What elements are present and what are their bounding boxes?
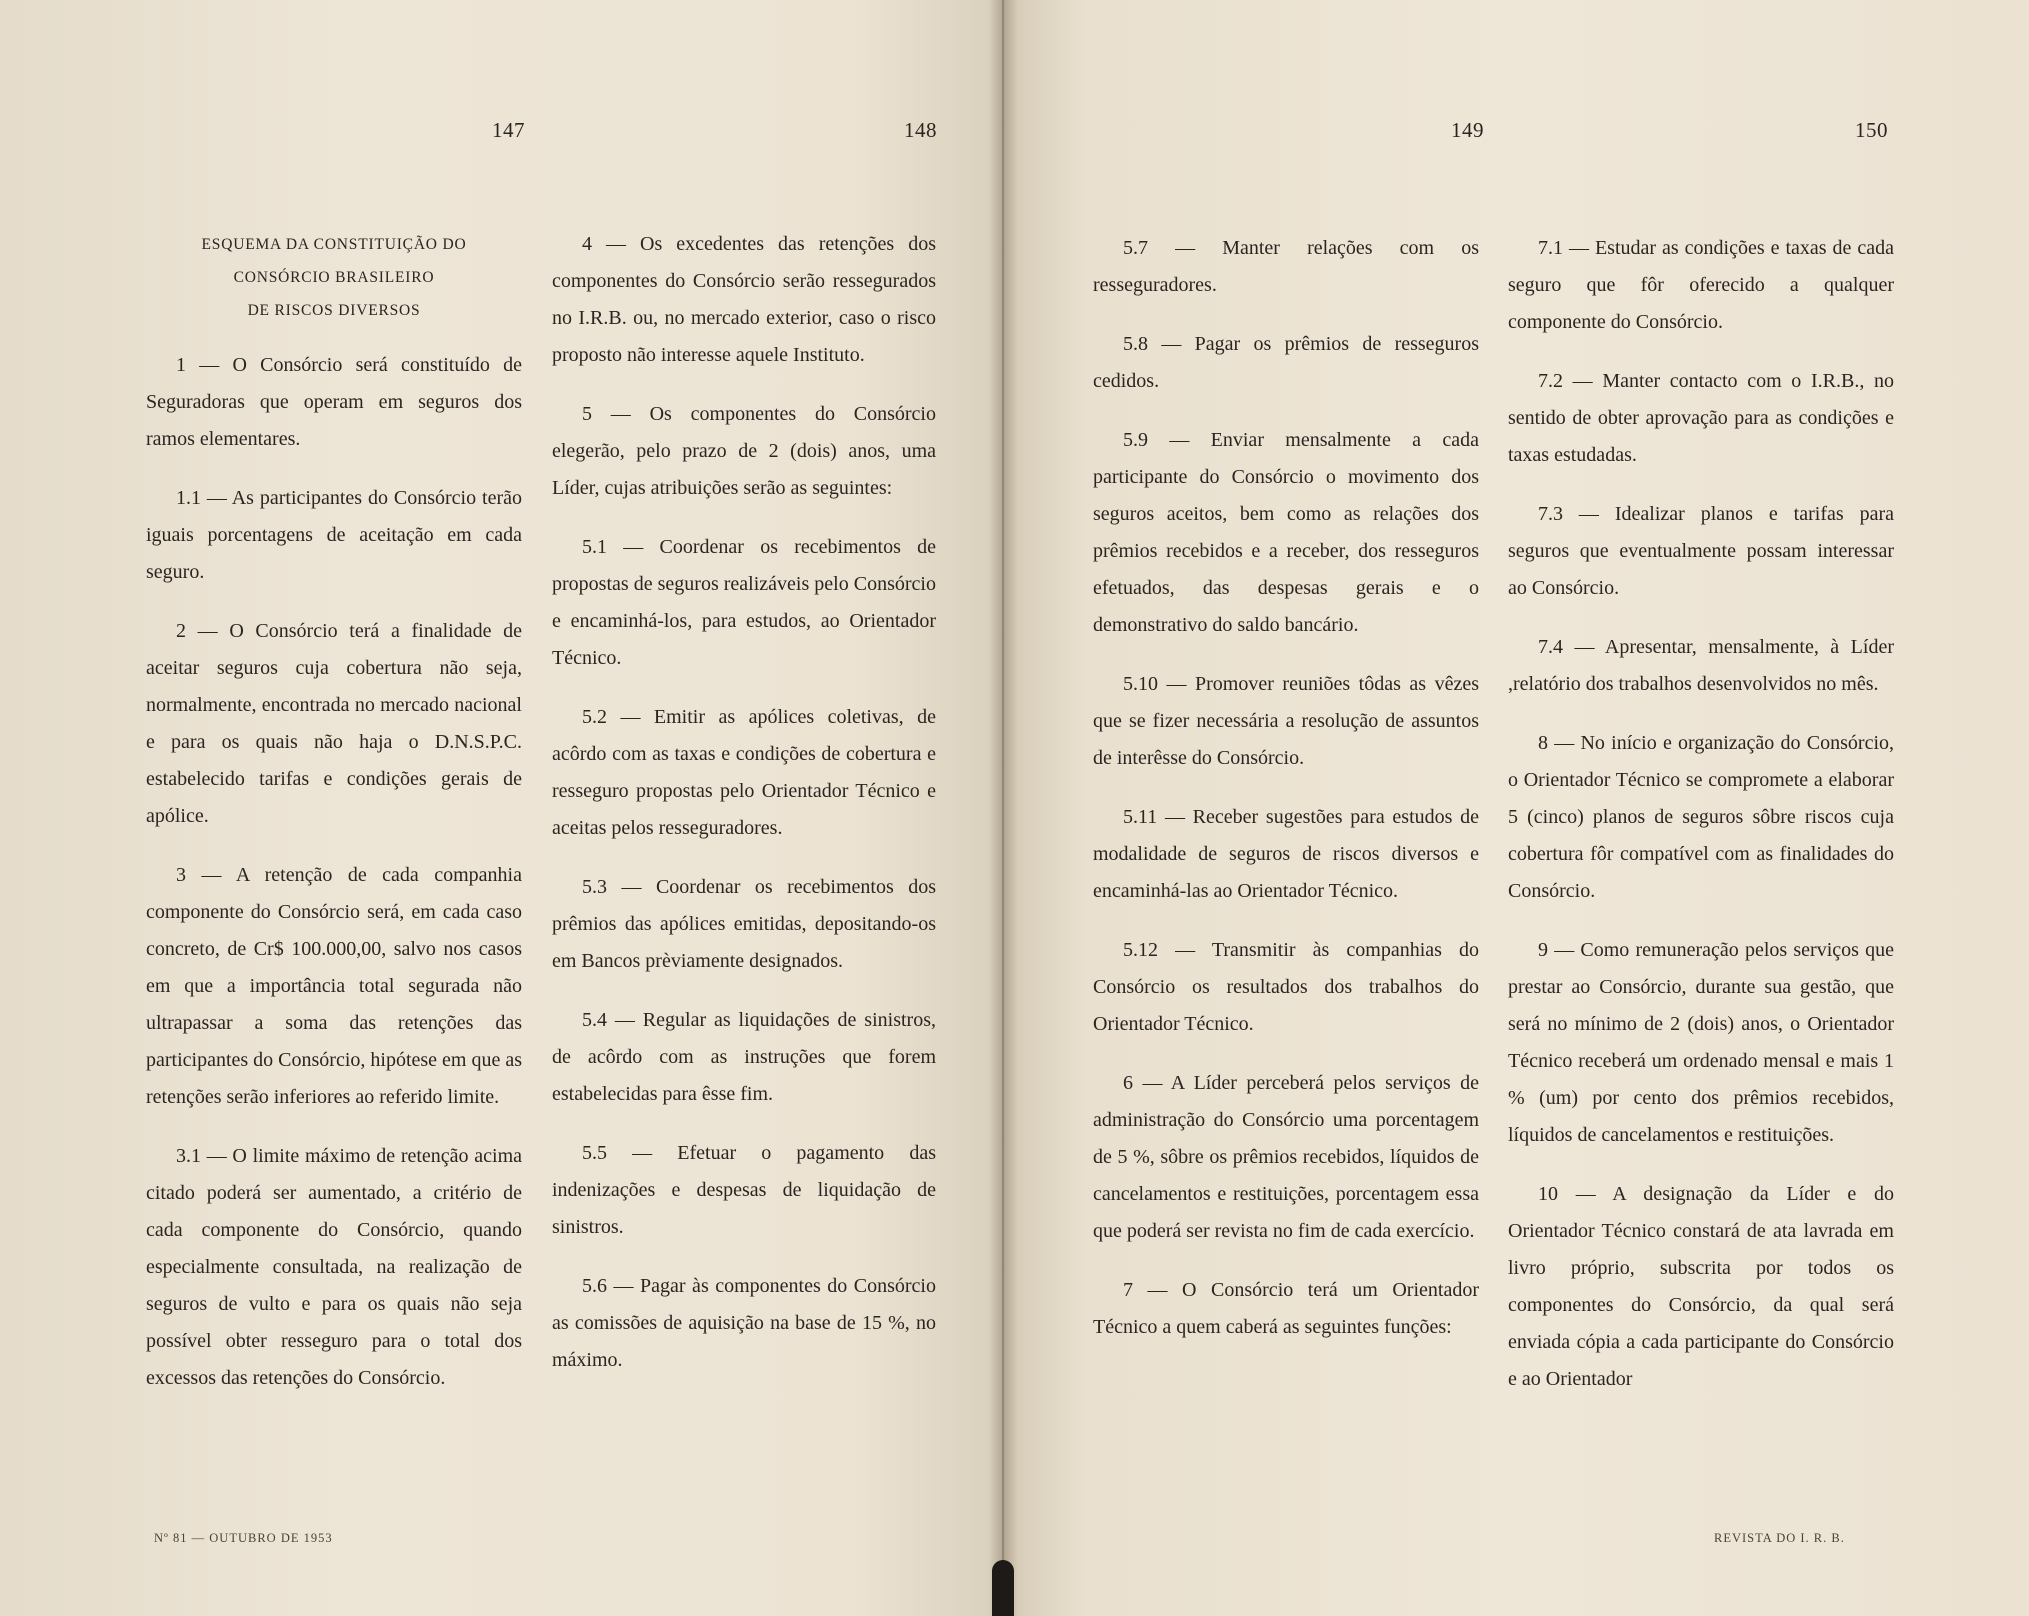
paragraph: 5.10 — Promover reuniões tôdas as vêzes que se fizer necessária a resolução de assuntos de interêsse do Consórcio. <box>1093 673 1479 769</box>
paragraph: 7.3 — Idealizar planos e tarifas para seguros que eventualmente possam interessar ao Consórcio. <box>1508 503 1894 599</box>
paragraph: 1 — O Consórcio será constituído de Seguradoras que operam em seguros dos ramos elementares. <box>146 354 522 450</box>
paragraph: 5.2 — Emitir as apólices coletivas, de acôrdo com as taxas e condições de cobertura e resseguro propostas pelo Orientador Técnico e aceitas pelos resseguradores. <box>552 706 936 839</box>
page-number-147: 147 <box>492 118 525 142</box>
paragraph: 7 — O Consórcio terá um Orientador Técnico a quem caberá as seguintes funções: <box>1093 1279 1479 1338</box>
paragraph: 5.6 — Pagar às componentes do Consórcio as comissões de aquisição na base de 15 %, no máximo. <box>552 1275 936 1371</box>
heading-line-3: DE RISCOS DIVERSOS <box>247 302 421 319</box>
paragraph: 5.8 — Pagar os prêmios de resseguros cedidos. <box>1093 333 1479 392</box>
paragraph: 5.7 — Manter relações com os resseguradores. <box>1093 237 1479 296</box>
paragraph: 5.4 — Regular as liquidações de sinistros, de acôrdo com as instruções que forem estabelecidas para êsse fim. <box>552 1009 936 1105</box>
paragraph: 3 — A retenção de cada companhia componente do Consórcio será, em cada caso concreto, de Cr$ 100.000,00, salvo nos casos em que a importância total segurada não ultrapassar a soma das retenções das participantes do Consórcio, hipótese em que as retenções serão inferiores ao referido limite. <box>146 864 523 1108</box>
paragraph: 5.5 — Efetuar o pagamento das indenizações e despesas de liquidação de sinistros. <box>552 1142 936 1238</box>
column-page-149 <box>1093 230 1479 1368</box>
page-number-149: 149 <box>1451 118 1484 142</box>
paragraph: 9 — Como remuneração pelos serviços que prestar ao Consórcio, durante sua gestão, que será no mínimo de 2 (dois) anos, o Orientador Técnico receberá um ordenado mensal e mais 1 % (um) por cento dos prêmios recebidos, líquidos de cancelamentos e restituições. <box>1508 939 1894 1146</box>
paragraph: 5.12 — Transmitir às companhias do Consórcio os resultados dos trabalhos do Orientador Técnico. <box>1093 939 1479 1035</box>
paragraph: 1.1 — As participantes do Consórcio terão iguais porcentagens de aceitação em cada seguro. <box>146 487 522 583</box>
document-heading <box>146 228 522 327</box>
paragraph: 2 — O Consórcio terá a finalidade de aceitar seguros cuja cobertura não seja, normalmente, encontrada no mercado nacional e para os quais não haja o D.N.S.P.C. estabelecido tarifas e condições gerais de apólice. <box>146 620 522 827</box>
paragraph: 8 — No início e organização do Consórcio, o Orientador Técnico se compromete a elaborar 5 (cinco) planos de seguros sôbre riscos cuja cobertura fôr compatível com as finalidades do Consórcio. <box>1508 732 1894 902</box>
footer-issue: Nº 81 — OUTUBRO DE 1953 <box>154 1531 333 1545</box>
paragraph: 5 — Os componentes do Consórcio elegerão, pelo prazo de 2 (dois) anos, uma Líder, cujas atribuições serão as seguintes: <box>552 403 936 499</box>
binding-tip <box>992 1560 1014 1616</box>
footer-journal: REVISTA DO I. R. B. <box>1714 1531 1845 1545</box>
heading-line-2: CONSÓRCIO BRASILEIRO <box>233 269 435 286</box>
paragraph: 7.4 — Apresentar, mensalmente, à Líder ,relatório dos trabalhos desenvolvidos no mês. <box>1508 636 1894 695</box>
paragraph: 6 — A Líder perceberá pelos serviços de administração do Consórcio uma porcentagem de 5 %, sôbre os prêmios recebidos, líquidos de cancelamentos e restituições, porcentagem essa que poderá ser revista no fim de cada exercício. <box>1093 1072 1479 1242</box>
column-page-148 <box>552 226 936 1401</box>
paragraph: 5.11 — Receber sugestões para estudos de modalidade de seguros de riscos diversos e encaminhá-las ao Orientador Técnico. <box>1093 806 1479 902</box>
paragraph: 3.1 — O limite máximo de retenção acima citado poderá ser aumentado, a critério de cada componente do Consórcio, quando especialmente consultada, na realização de seguros de vulto e para os quais não seja possível obter resseguro para o total dos excessos das retenções do Consórcio. <box>146 1145 522 1389</box>
page-number-148: 148 <box>904 118 937 142</box>
paragraph: 5.3 — Coordenar os recebimentos dos prêmios das apólices emitidas, depositando-os em Bancos prèviamente designados. <box>552 876 936 972</box>
column-page-147 <box>146 228 522 1419</box>
book-gutter <box>988 0 1018 1616</box>
paragraph: 4 — Os excedentes das retenções dos componentes do Consórcio serão ressegurados no I.R.B. ou, no mercado exterior, caso o risco proposto não interesse aquele Instituto. <box>552 233 936 366</box>
paragraph: 7.2 — Manter contacto com o I.R.B., no sentido de obter aprovação para as condições e taxas estudadas. <box>1508 370 1894 466</box>
column-page-150 <box>1508 230 1894 1420</box>
heading-line-1: ESQUEMA DA CONSTITUIÇÃO DO <box>201 236 467 253</box>
paragraph: 10 — A designação da Líder e do Orientador Técnico constará de ata lavrada em livro próprio, subscrita por todos os componentes do Consórcio, da qual será enviada cópia a cada participante do Consórcio e ao Orientador <box>1508 1183 1894 1390</box>
paragraph: 5.9 — Enviar mensalmente a cada participante do Consórcio o movimento dos seguros aceitos, bem como as relações dos prêmios recebidos e a receber, dos resseguros efetuados, das despesas gerais e o demonstrativo do saldo bancário. <box>1093 429 1479 636</box>
page-number-150: 150 <box>1855 118 1888 142</box>
paragraph: 5.1 — Coordenar os recebimentos de propostas de seguros realizáveis pelo Consórcio e encaminhá-los, para estudos, ao Orientador Técnico. <box>552 536 936 669</box>
paragraph: 7.1 — Estudar as condições e taxas de cada seguro que fôr oferecido a qualquer componente do Consórcio. <box>1508 237 1894 333</box>
